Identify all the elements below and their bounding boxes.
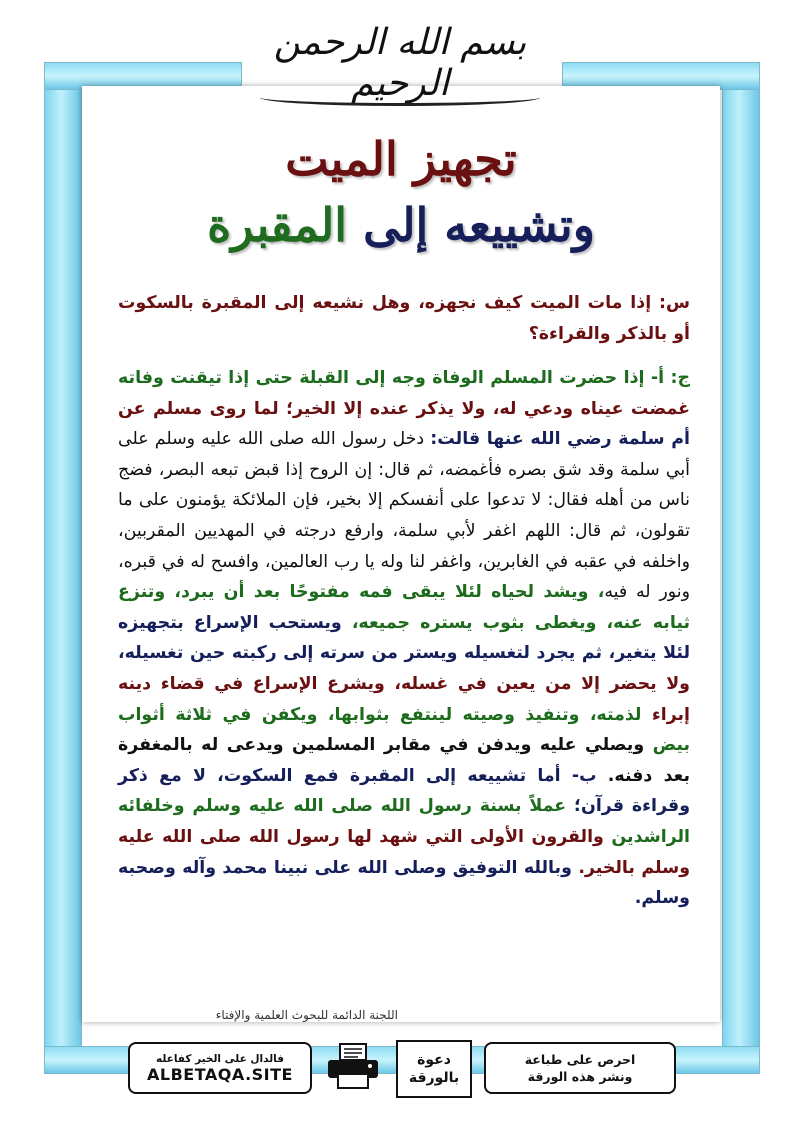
frame-right-bar [722,62,760,1074]
basmala-calligraphy [240,22,560,112]
fatwa-committee-signature: اللجنة الدائمة للبحوث العلمية والإفتاء [215,1008,398,1022]
page-title-line1: تجهيز الميت [285,132,517,186]
logo-line2: بالورقة [408,1070,460,1086]
printer-icon [326,1042,380,1090]
footer-print-line2: ونشر هذه الورقة [527,1069,633,1084]
basmala-swash [260,89,540,106]
title-line2-part2: المقبرة [207,198,348,252]
frame-left-bar [44,62,82,1074]
answer-part-1: ج: أ- إذا حضرت المسلم الوفاة وجه إلى القبلة حتى إذا تيقنت وفاته [118,368,690,388]
answer-part-5: ، ويشد لحياه لئلا يبقى فمه مفتوحًا بعد أن يبرد، وتنزع ثيابه [118,582,690,633]
footer-proverb: فالدال على الخير كفاعله [156,1052,284,1065]
question-text: س: إذا مات الميت كيف نجهزه، وهل نشيعه إلى المقبرة بالسكوت أو بالذكر والقراءة؟ [118,293,690,344]
answer-part-9: ولا يحضر إلا من يعين في غسله، ويشرع الإسراع في قضاء دينه إبراء [118,673,691,725]
answer-part-11: ويصلي عليه ويدفن في مقابر المسلمين ويدعى له بالمغفرة بعد دفنه. [118,735,690,786]
footer-site-link[interactable]: ALBETAQA.SITE [147,1064,293,1084]
answer-part-14: والقرون الأولى التي شهد لها رسول الله صلى الله عليه وسلم بالخير. [118,826,691,878]
footer-print-box [484,1042,676,1094]
answer-part-2: غمضت عيناه ودعي له، ولا يذكر عنده إلا الخير؛ لما روى مسلم عن [118,398,690,419]
answer-part-6: عنه، ويغطى بثوب يستره جميعه، [351,612,643,633]
answer-part-7: ويستحب الإسراع بتجهيزه لئلا [118,612,690,664]
footer-print-line1: احرص على طباعة [524,1052,636,1067]
logo-line1: دعوة [417,1052,451,1068]
answer-part-15: وبالله التوفيق وصلى الله على نبينا محمد وآله وصحبه وسلم. [118,857,690,909]
footer [128,1040,676,1100]
answer-part-3: أم سلمة رضي الله عنها قالت: [430,429,690,450]
footer-site-box [128,1042,312,1094]
basmala-text: بسم الله الرحمن الرحيم [273,22,527,104]
answer-part-8: يتغير، ثم يجرد لتغسيله ويستر من سرته إلى ركبته حين تغسيله، [118,643,657,664]
answer-text [118,363,690,914]
answer-hadith: دخل رسول الله صلى الله عليه وسلم على أبي سلمة وقد شق بصره فأغمضه، ثم قال: إن الروح إذا قبض تبعه البصر، فضج ناس من أهله فقال: لا تدعوا على أنفسكم إلا بخير، فإن الملائكة يؤمنون على ما تقولون، ثم قال: اللهم اغفر لأبي سلمة، وارفع درجته في المهديين المقربين، واخلفه في عقبه في الغابرين، واغفر لنا وله يا رب العالمين، وافسح له في قبره، ونور له فيه [118,429,690,603]
title-line2-part1: وتشييعه إلى [363,198,595,252]
answer-part-12: ب- أما تشييعه إلى المقبرة فمع السكوت، لا مع ذكر وقراءة قرآن؛ [118,765,690,817]
answer-part-13: عملاً بسنة رسول الله صلى الله عليه وسلم وخلفائه الراشدين [118,796,690,847]
page-title-line2 [82,198,720,252]
dawa-logo [396,1040,472,1098]
answer-part-10: لذمته، وتنفيذ وصيته لينتفع بثوابها، ويكفن في ثلاثة أثواب بيض [118,704,690,756]
